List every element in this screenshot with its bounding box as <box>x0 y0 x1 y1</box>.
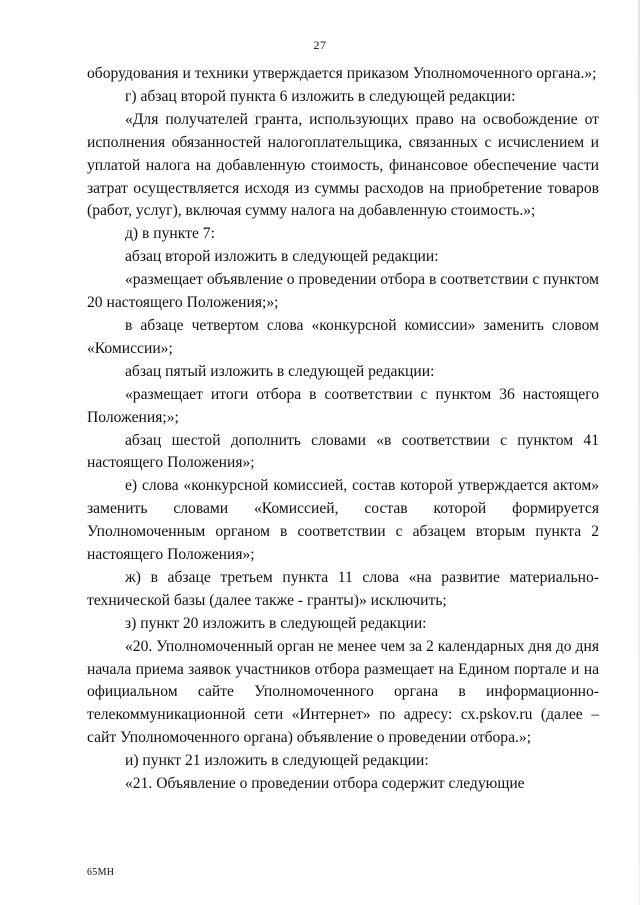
page-number: 27 <box>313 38 327 52</box>
document-body <box>87 63 599 796</box>
paragraph: е) слова «конкурсной комиссией, состав которой утверждается актом» заменить словами «Комиссией, состав которой формируется Уполномоченным органом в соответствии с абзацем вторым пункта 2 настоящего Положения»; <box>87 477 599 564</box>
paragraph: «размещает итоги отбора в соответствии с пунктом 36 настоящего Положения;»; <box>87 385 599 426</box>
paragraph: абзац второй изложить в следующей редакции: <box>125 248 439 266</box>
paragraph: «21. Объявление о проведении отбора содержит следующие <box>125 775 525 793</box>
paragraph: и) пункт 21 изложить в следующей редакции: <box>125 752 429 770</box>
paragraph: абзац пятый изложить в следующей редакции: <box>125 362 435 380</box>
paragraph: г) абзац второй пункта 6 изложить в следующей редакции: <box>125 87 516 105</box>
footer-code: 65МН <box>87 867 115 878</box>
paragraph: «20. Уполномоченный орган не менее чем за 2 календарных дня до дня начала приема заявок участников отбора размещает на Едином портале и на официальном сайте Уполномоченного органа в информационно-телекоммуникационной сети «Интернет» по адресу: сх.pskov.ru (далее – сайт Уполномоченного органа) объявление о проведении отбора.»; <box>87 637 599 747</box>
paragraph: ж) в абзаце третьем пункта 11 слова «на развитие материально-технической базы (далее также - гранты)» исключить; <box>87 568 599 609</box>
paragraph: абзац шестой дополнить словами «в соответствии с пунктом 41 настоящего Положения»; <box>87 431 599 472</box>
paragraph: в абзаце четвертом слова «конкурсной комиссии» заменить словом «Комиссии»; <box>87 316 599 357</box>
paragraph: з) пункт 20 изложить в следующей редакции: <box>125 614 427 632</box>
paragraph: д) в пункте 7: <box>125 225 215 243</box>
paragraph: «размещает объявление о проведении отбора в соответствии с пунктом 20 настоящего Положения;»; <box>87 271 599 312</box>
paragraph: «Для получателей гранта, использующих право на освобождение от исполнения обязанностей налогоплательщика, связанных с исчислением и уплатой налога на добавленную стоимость, финансовое обеспечение части затрат осуществляется исходя из суммы расходов на приобретение товаров (работ, услуг), включая сумму налога на добавленную стоимость.»; <box>87 110 599 220</box>
paragraph: оборудования и техники утверждается приказом Уполномоченного органа.»; <box>87 65 597 82</box>
